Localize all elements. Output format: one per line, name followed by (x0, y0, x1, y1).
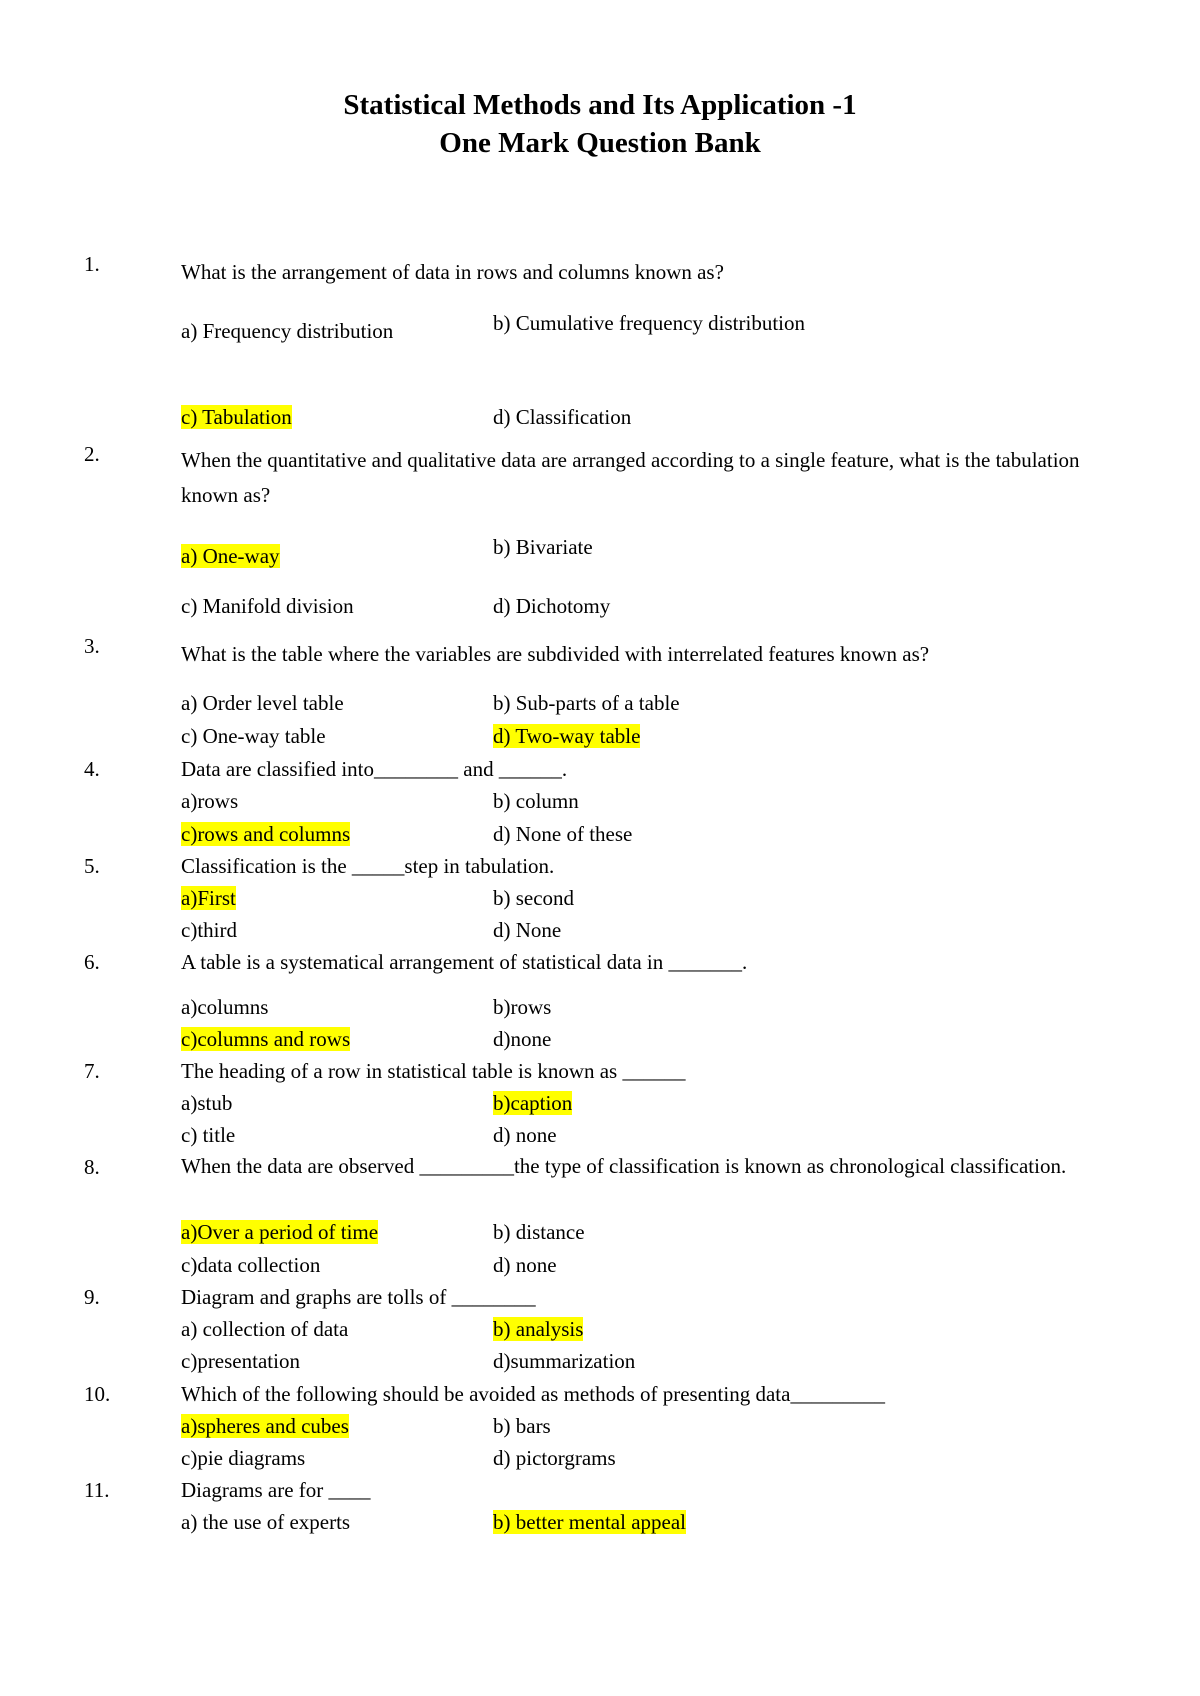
option-a: a) Frequency distribution (181, 319, 394, 343)
option-b: b) Sub-parts of a table (493, 691, 680, 715)
option-c: c) Manifold division (181, 594, 354, 618)
option-b-answer (493, 1089, 572, 1117)
document-title (0, 86, 1200, 162)
question-text: When the quantitative and qualitative data are arranged according to a single feature, what is the tabulation known as? (181, 448, 1080, 507)
question-text: What is the table where the variables are subdivided with interrelated features known as? (181, 642, 930, 666)
option-a-answer (181, 884, 236, 912)
option-c-answer (181, 403, 292, 431)
option-d: d) None (493, 918, 562, 942)
highlighted-answer: b)caption (493, 1091, 573, 1115)
option-a-answer (181, 1412, 349, 1440)
option-b: b) Cumulative frequency distribution (493, 311, 806, 335)
option-d: d) none (493, 1253, 557, 1277)
option-a: a)columns (181, 995, 269, 1019)
highlighted-answer: a)First (181, 886, 236, 910)
option-d: d) Dichotomy (493, 594, 611, 618)
option-d: d) None of these (493, 822, 633, 846)
title-line-2: One Mark Question Bank (439, 127, 761, 159)
highlighted-answer: a)spheres and cubes (181, 1414, 349, 1438)
option-b: b) column (493, 789, 579, 813)
question-number: 3. (84, 634, 100, 658)
question-number: 11. (84, 1478, 110, 1502)
option-a-answer (181, 1218, 378, 1246)
question-number: 8. (84, 1155, 100, 1179)
highlighted-answer: a) One-way (181, 544, 280, 568)
option-b: b)rows (493, 995, 552, 1019)
option-c: c)presentation (181, 1349, 300, 1373)
question-number: 4. (84, 757, 100, 781)
option-c: c)pie diagrams (181, 1446, 306, 1470)
option-c: c)third (181, 918, 237, 942)
option-d: d) none (493, 1123, 557, 1147)
option-b-answer (493, 1315, 583, 1343)
option-a: a) collection of data (181, 1317, 349, 1341)
question-number: 7. (84, 1059, 100, 1083)
question-number: 10. (84, 1382, 111, 1406)
option-a: a)stub (181, 1091, 233, 1115)
title-line-1: Statistical Methods and Its Application -1 (343, 89, 857, 121)
highlighted-answer: a)Over a period of time (181, 1220, 379, 1244)
question-text: Data are classified into________ and ______. (181, 757, 568, 781)
option-b-answer (493, 1508, 686, 1536)
option-b: b) Bivariate (493, 535, 593, 559)
question-text: When the data are observed _________the type of classification is known as chronological classification. (181, 1154, 1067, 1178)
highlighted-answer: c) Tabulation (181, 405, 292, 429)
option-c-answer (181, 820, 350, 848)
option-b: b) second (493, 886, 575, 910)
option-d-answer (493, 722, 640, 750)
option-d: d) pictorgrams (493, 1446, 616, 1470)
option-b: b) distance (493, 1220, 585, 1244)
option-d: d) Classification (493, 405, 632, 429)
option-c-answer (181, 1025, 350, 1053)
option-c: c) title (181, 1123, 236, 1147)
option-a: a)rows (181, 789, 239, 813)
option-a: a) Order level table (181, 691, 344, 715)
question-text: What is the arrangement of data in rows and columns known as? (181, 260, 724, 284)
question-number: 6. (84, 950, 100, 974)
option-b: b) bars (493, 1414, 551, 1438)
question-text: Diagram and graphs are tolls of ________ (181, 1285, 536, 1309)
question-text: Classification is the _____step in tabulation. (181, 854, 555, 878)
question-number: 2. (84, 442, 100, 466)
option-d: d)none (493, 1027, 552, 1051)
question-text: A table is a systematical arrangement of statistical data in _______. (181, 950, 748, 974)
highlighted-answer: c)rows and columns (181, 822, 351, 846)
highlighted-answer: c)columns and rows (181, 1027, 351, 1051)
question-text: Diagrams are for ____ (181, 1478, 371, 1502)
highlighted-answer: b) better mental appeal (493, 1510, 686, 1534)
question-number: 5. (84, 854, 100, 878)
question-text: Which of the following should be avoided as methods of presenting data_________ (181, 1382, 885, 1406)
option-c: c) One-way table (181, 724, 326, 748)
option-d: d)summarization (493, 1349, 636, 1373)
highlighted-answer: b) analysis (493, 1317, 584, 1341)
question-number: 1. (84, 252, 100, 276)
option-a-answer (181, 542, 280, 570)
option-c: c)data collection (181, 1253, 321, 1277)
question-text: The heading of a row in statistical table is known as ______ (181, 1059, 686, 1083)
question-number: 9. (84, 1285, 100, 1309)
highlighted-answer: d) Two-way table (493, 724, 641, 748)
option-a: a) the use of experts (181, 1510, 351, 1534)
